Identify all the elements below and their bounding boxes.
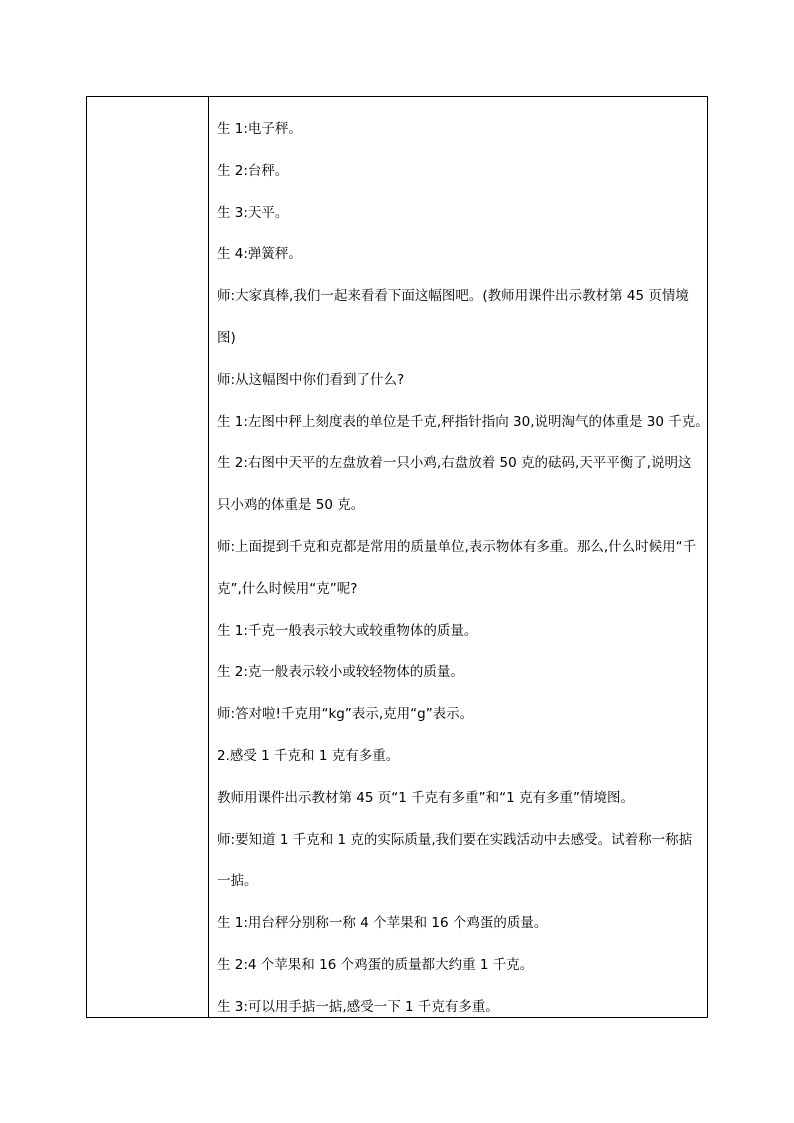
text-line: 师:从这幅图中你们看到了什么? xyxy=(217,371,405,388)
text-line: 生 3:可以用手掂一掂,感受一下 1 千克有多重。 xyxy=(217,998,499,1015)
text-line: 生 2:4 个苹果和 16 个鸡蛋的质量都大约重 1 千克。 xyxy=(217,956,534,973)
text-line: 生 1:电子秤。 xyxy=(217,121,302,137)
text-line: 生 1:左图中秤上刻度表的单位是千克,秤指针指向 30,说明淘气的体重是 30 千克。 xyxy=(217,413,709,430)
text-line: 师:答对啦!千克用“kg”表示,克用“g”表示。 xyxy=(217,706,474,723)
text-line: 生 2:右图中天平的左盘放着一只小鸡,右盘放着 50 克的砝码,天平平衡了,说明这 xyxy=(217,455,692,472)
text-line: 生 1:千克一般表示较大或较重物体的质量。 xyxy=(217,622,478,639)
text-line: 生 3:天平。 xyxy=(217,204,289,221)
table-left-cell xyxy=(87,97,208,1017)
text-line: 只小鸡的体重是 50 克。 xyxy=(217,497,365,514)
text-line: 师:要知道 1 千克和 1 克的实际质量,我们要在实践活动中去感受。试着称一称掂 xyxy=(217,831,693,848)
text-line: 教师用课件出示教材第 45 页“1 千克有多重”和“1 克有多重”情境图。 xyxy=(217,789,634,806)
text-line: 生 2:克一般表示较小或较轻物体的质量。 xyxy=(217,664,464,681)
text-line: 生 1:用台秤分别称一称 4 个苹果和 16 个鸡蛋的质量。 xyxy=(217,915,548,932)
text-line: 师:上面提到千克和克都是常用的质量单位,表示物体有多重。那么,什么时候用“千 xyxy=(217,538,697,555)
text-line: 一掂。 xyxy=(217,873,258,890)
text-line: 2.感受 1 千克和 1 克有多重。 xyxy=(217,747,400,764)
table-content-cell xyxy=(217,109,709,1029)
text-line: 生 2:台秤。 xyxy=(217,162,289,179)
text-line: 生 4:弹簧秤。 xyxy=(217,246,302,263)
lesson-table xyxy=(86,96,708,1018)
text-line: 图) xyxy=(217,329,236,346)
column-divider xyxy=(208,97,209,1017)
text-line: 师:大家真棒,我们一起来看看下面这幅图吧。(教师用课件出示教材第 45 页情境 xyxy=(217,288,689,305)
text-line: 克”,什么时候用“克”呢? xyxy=(217,580,358,597)
